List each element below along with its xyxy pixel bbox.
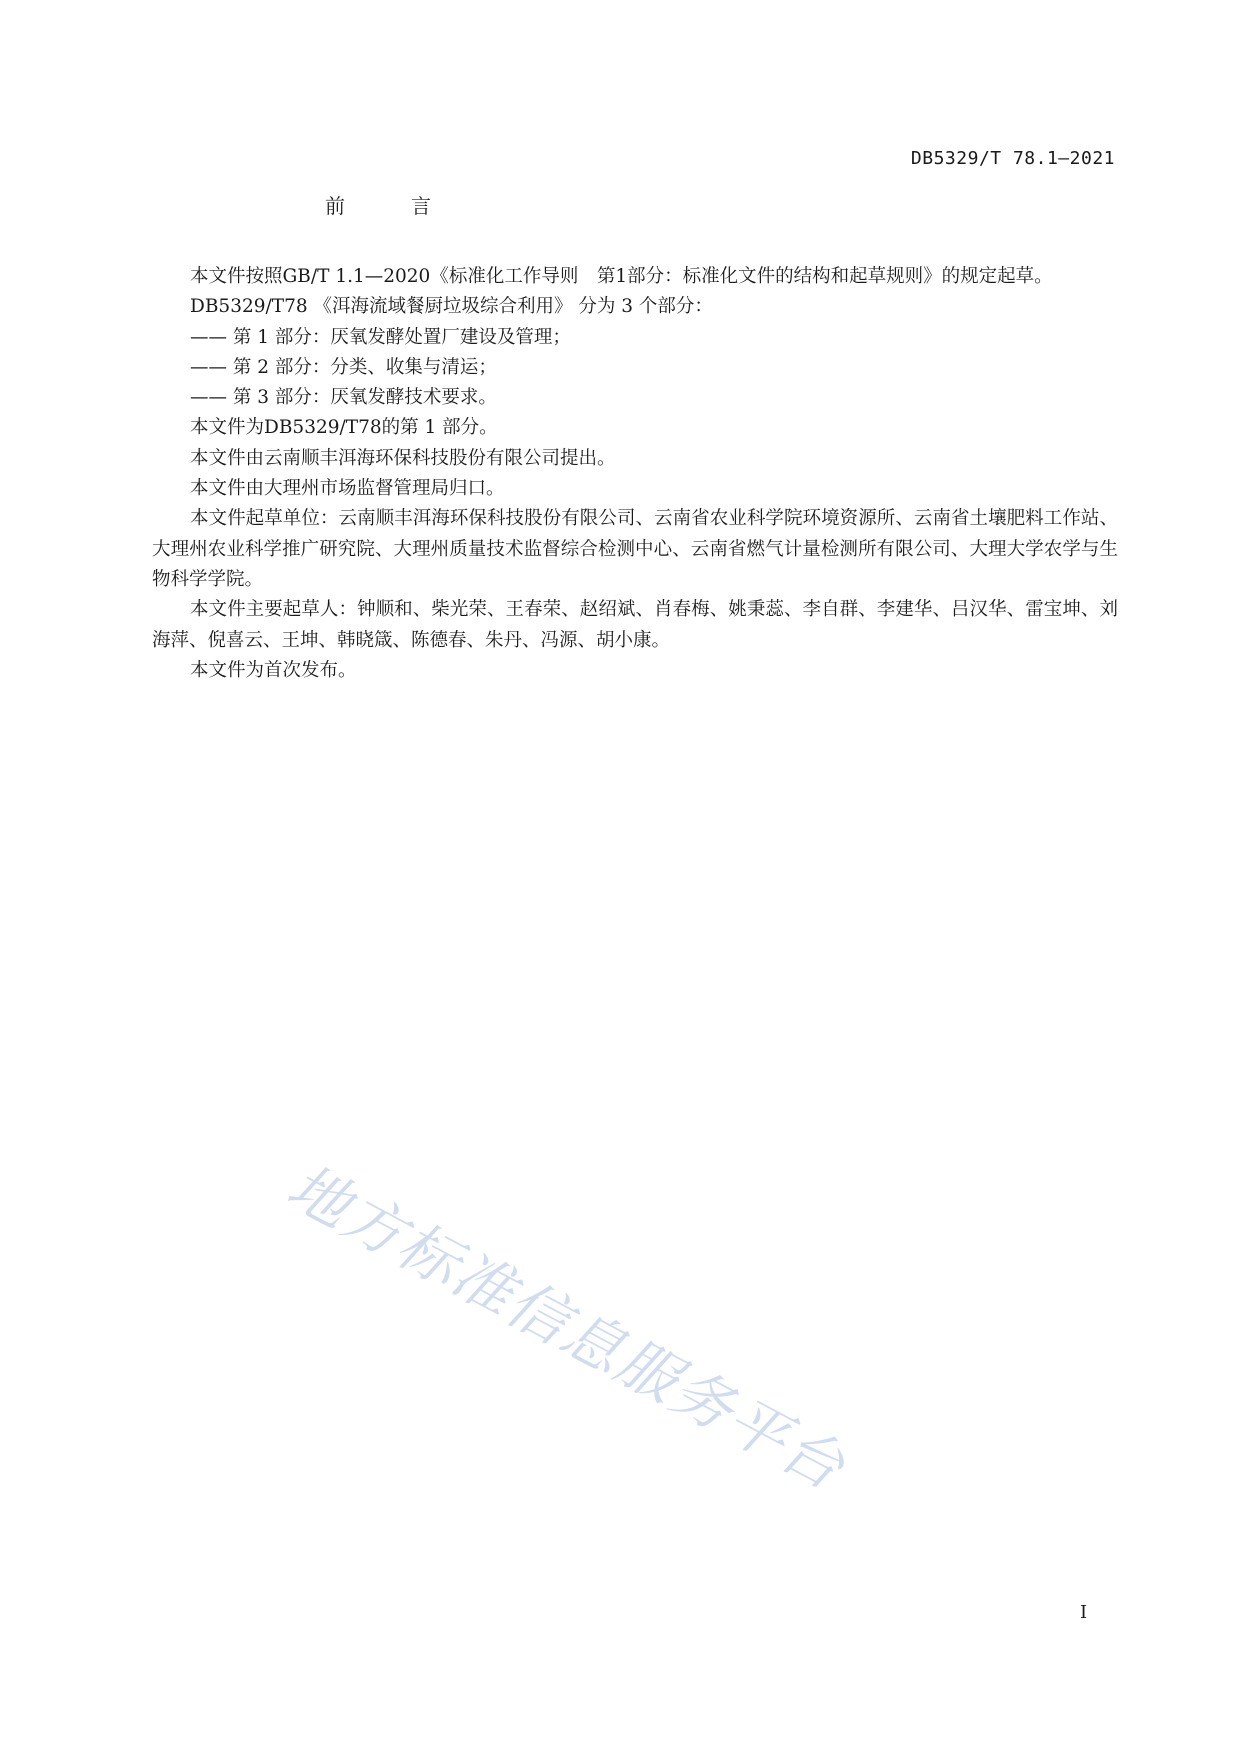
paragraph-drafting-units: 本文件起草单位：云南顺丰洱海环保科技股份有限公司、云南省农业科学院环境资源所、云南省土壤肥料工作站、大理州农业科学推广研究院、大理州质量技术监督综合检测中心、云南省燃气计量检测所有限公司、大理大学农学与生物科学学院。 [152,508,1118,590]
watermark: 地方标准信息服务平台 [276,1151,857,1505]
list-item-part-3: —— 第 3 部分：厌氧发酵技术要求。 [190,387,497,409]
list-item-part-1: —— 第 1 部分：厌氧发酵处置厂建设及管理； [190,326,571,348]
paragraph-administrator: 本文件由大理州市场监督管理局归口。 [190,478,505,500]
list-item-part-2: —— 第 2 部分：分类、收集与清运； [190,356,497,378]
paragraph-part-number: 本文件为DB5329/T78的第 1 部分。 [190,417,498,439]
paragraph-drafting-rules: 本文件按照GB/T 1.1—2020《标准化工作导则 第1部分：标准化文件的结构和起草规则》的规定起草。 [190,266,1053,287]
page-title: 前言 [325,194,497,218]
paragraph-drafters: 本文件主要起草人：钟顺和、柴光荣、王春荣、赵绍斌、肖春梅、姚秉蕊、李自群、李建华、吕汉华、雷宝坤、刘海萍、倪喜云、王坤、韩晓箴、陈德春、朱丹、冯源、胡小康。 [152,599,1118,651]
paragraph-first-release: 本文件为首次发布。 [190,659,357,681]
document-code: DB5329/T 78.1—2021 [910,148,1115,169]
paragraph-proposer: 本文件由云南顺丰洱海环保科技股份有限公司提出。 [190,447,616,469]
preface-body [152,262,1118,686]
paragraph-parts-intro: DB5329/T78 《洱海流域餐厨垃圾综合利用》 分为 3 个部分： [190,296,713,318]
page-number: I [1080,1602,1088,1623]
